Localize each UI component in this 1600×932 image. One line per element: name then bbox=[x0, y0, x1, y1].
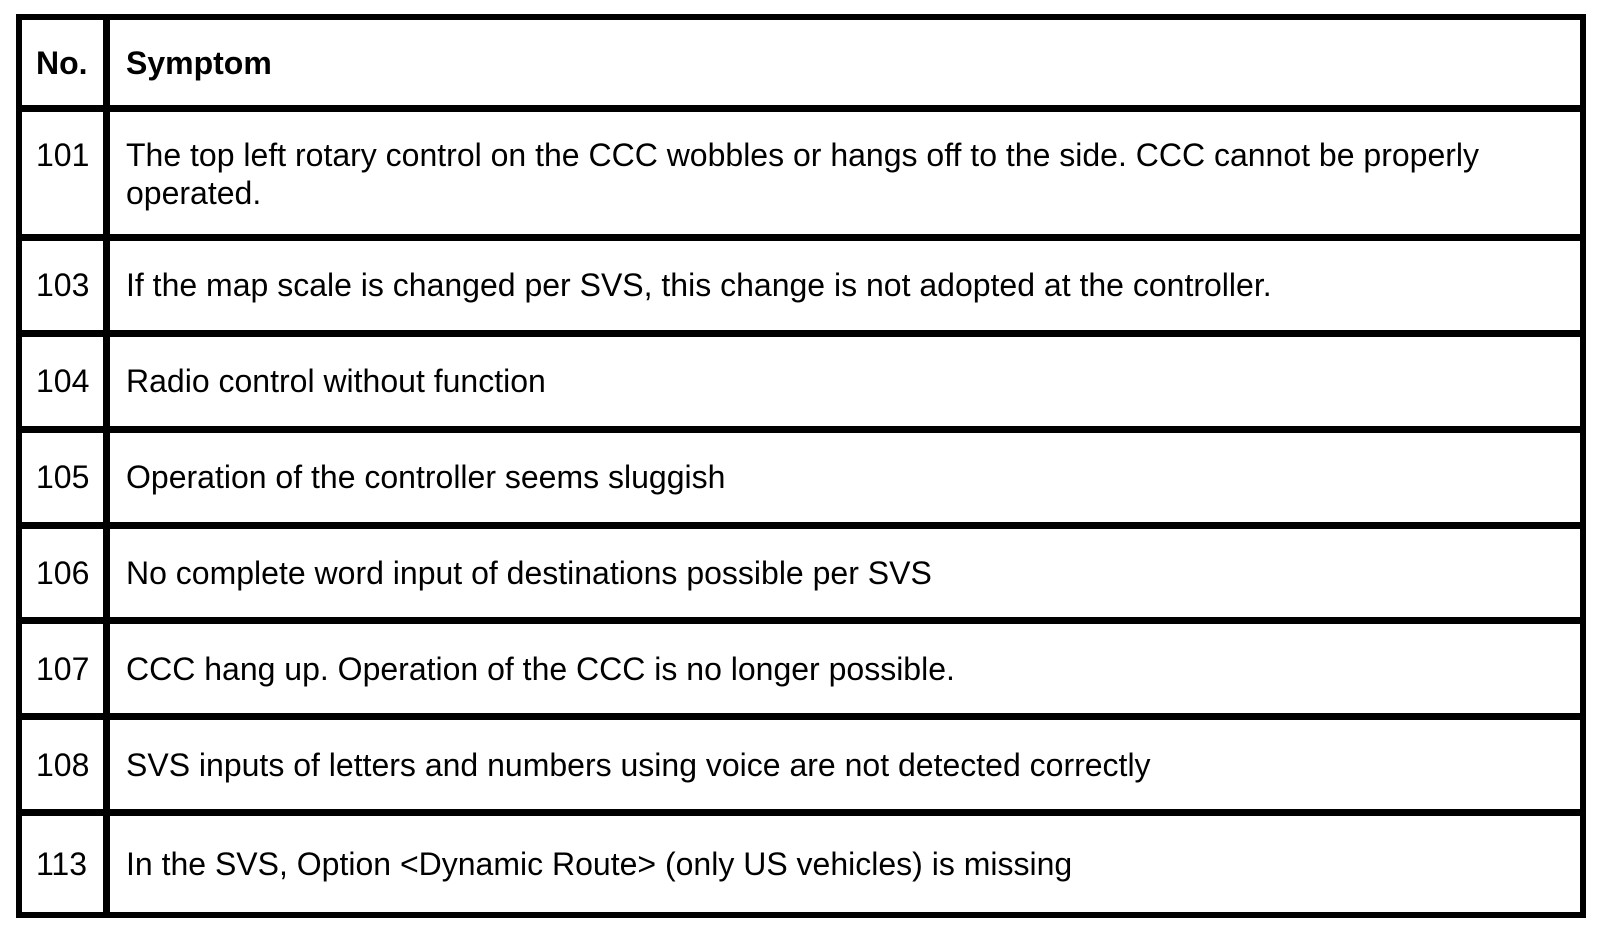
row-symptom: The top left rotary control on the CCC wobbles or hangs off to the side. CCC cannot be properly operated. bbox=[110, 112, 1580, 241]
row-number: 104 bbox=[22, 337, 110, 433]
row-number: 105 bbox=[22, 433, 110, 529]
row-symptom: Operation of the controller seems sluggish bbox=[110, 433, 1580, 529]
symptom-table bbox=[16, 14, 1586, 918]
header-no: No. bbox=[22, 20, 110, 112]
row-number: 113 bbox=[22, 816, 110, 912]
row-symptom: CCC hang up. Operation of the CCC is no longer possible. bbox=[110, 624, 1580, 720]
row-symptom: SVS inputs of letters and numbers using voice are not detected correctly bbox=[110, 720, 1580, 816]
row-number: 101 bbox=[22, 112, 110, 241]
row-number: 106 bbox=[22, 529, 110, 625]
row-number: 108 bbox=[22, 720, 110, 816]
row-number: 103 bbox=[22, 241, 110, 337]
row-symptom: No complete word input of destinations possible per SVS bbox=[110, 529, 1580, 625]
header-symptom: Symptom bbox=[110, 20, 1580, 112]
row-symptom: Radio control without function bbox=[110, 337, 1580, 433]
row-symptom: In the SVS, Option <Dynamic Route> (only US vehicles) is missing bbox=[126, 846, 1073, 883]
row-symptom: If the map scale is changed per SVS, this change is not adopted at the controller. bbox=[110, 241, 1580, 337]
row-number: 107 bbox=[22, 624, 110, 720]
